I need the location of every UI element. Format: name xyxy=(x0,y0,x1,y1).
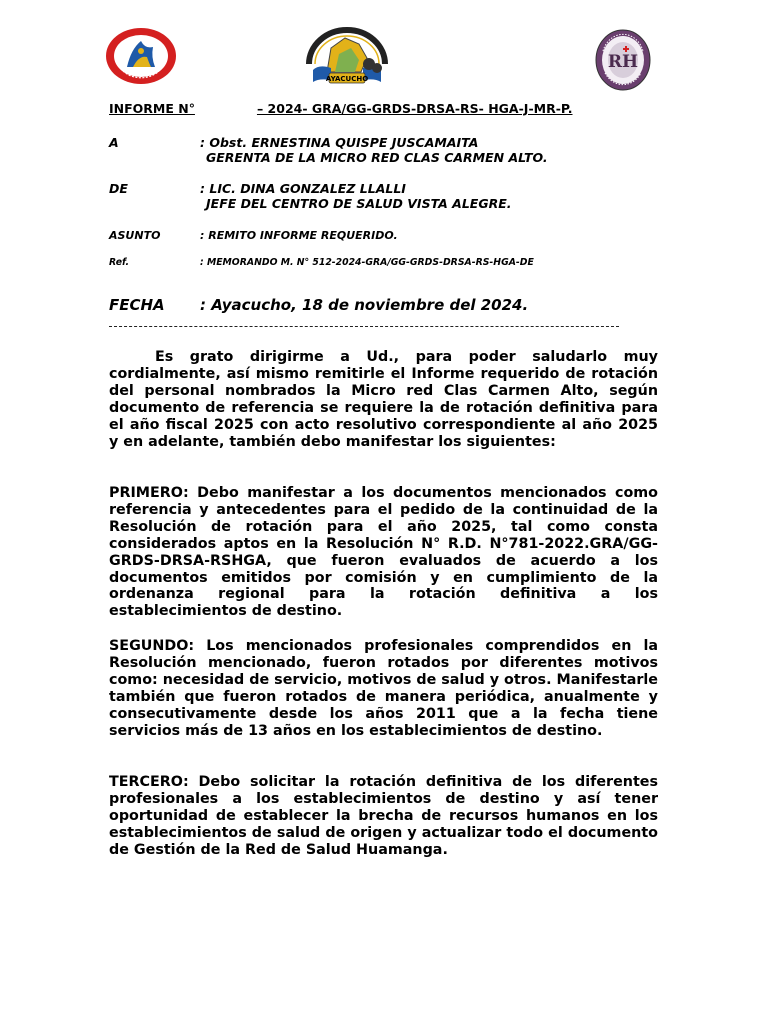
informe-code: – 2024- GRA/GG-GRDS-DRSA-RS- HGA-J-MR-P. xyxy=(256,101,573,116)
subject-value: : REMITO INFORME REQUERIDO. xyxy=(200,229,398,242)
subject-label: ASUNTO xyxy=(109,229,161,242)
date-value: : Ayacucho, 18 de noviembre del 2024. xyxy=(200,296,529,314)
informe-label: INFORME N° xyxy=(109,101,195,116)
red-de-salud-huamanga-seal-icon xyxy=(595,29,651,91)
sender-title: JEFE DEL CENTRO DE SALUD VISTA ALEGRE. xyxy=(206,196,512,211)
segundo-paragraph xyxy=(109,638,658,739)
direccion-regional-salud-logo-icon xyxy=(301,24,393,90)
informe-number-line xyxy=(109,101,629,116)
gobierno-regional-ayacucho-seal-icon xyxy=(105,27,177,85)
primero-label: PRIMERO: xyxy=(109,485,189,501)
addressee-title: GERENTA DE LA MICRO RED CLAS CARMEN ALTO. xyxy=(206,150,548,165)
sender-label: DE xyxy=(109,181,128,196)
tercero-label: TERCERO: xyxy=(109,774,189,790)
primero-paragraph xyxy=(109,485,658,620)
intro-paragraph: Es grato dirigirme a Ud., para poder saludarlo muy cordialmente, así mismo remitirle el Informe requerido de rotación del personal nombrados la Micro red Clas Carmen Alto, según documento de referencia se requiere la de rotación definitiva para el año fiscal 2025 con acto resolutivo correspondiente al año 2025 y en adelante, también debo manifestar los siguientes: xyxy=(109,349,658,450)
addressee-label: A xyxy=(109,135,119,150)
date-label: FECHA xyxy=(109,296,165,314)
tercero-text: Debo solicitar la rotación definitiva de los diferentes profesionales a los establecimientos de destino y así tener oportunidad de establecer la brecha de recursos humanos en los establecimientos de salud de origen y actualizar todo el documento de Gestión de la Red de Salud Huamanga. xyxy=(109,774,658,858)
reference-value: : MEMORANDO M. N° 512-2024-GRA/GG-GRDS-DRSA-RS-HGA-DE xyxy=(200,257,534,268)
tercero-paragraph xyxy=(109,774,658,859)
svg-text:RH: RH xyxy=(607,52,639,72)
reference-label: Ref. xyxy=(109,257,130,268)
header-divider xyxy=(109,316,619,327)
sender-name: : LIC. DINA GONZALEZ LLALLI xyxy=(200,181,406,196)
svg-text:AYACUCHO: AYACUCHO xyxy=(325,75,369,83)
segundo-text: Los mencionados profesionales comprendidos en la Resolución mencionado, fueron rotados por diferentes motivos como: necesidad de servicio, motivos de salud y otros. Manifestarle también que fueron rotados de manera periódica, anualmente y consecutivamente desde los años 2011 que a la fecha tiene servicios más de 13 años en los establecimientos de destino. xyxy=(109,638,658,739)
primero-text: Debo manifestar a los documentos mencionados como referencia y antecedentes para el pedido de la continuidad de la Resolución de rotación para el año 2025, tal como consta considerados aptos en la Resolución N° R.D. N°781-2022.GRA/GG-GRDS-DRSA-RSHGA, que fueron evaluados de acuerdo a los documentos emitidos por comisión y en cumplimiento de la ordenanza regional para la rotación definitiva a los establecimientos de destino. xyxy=(109,485,658,620)
addressee-name: : Obst. ERNESTINA QUISPE JUSCAMAITA xyxy=(200,135,479,150)
segundo-label: SEGUNDO: xyxy=(109,638,195,654)
